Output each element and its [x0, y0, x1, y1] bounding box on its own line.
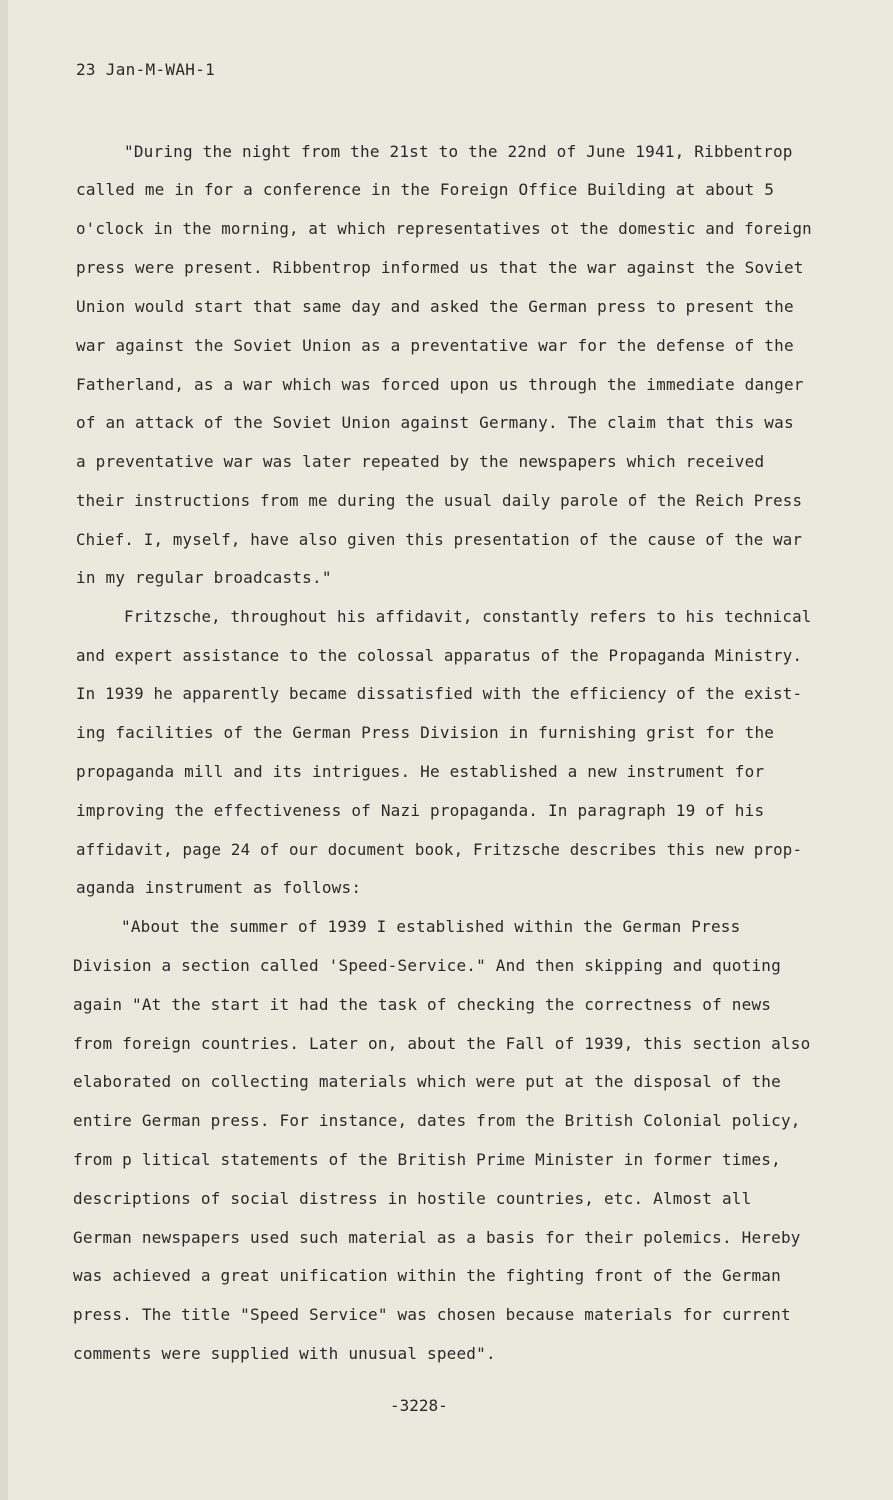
text-line: "During the night from the 21st to the 22nd of June 1941, Ribbentrop — [124, 142, 793, 161]
text-line: comments were supplied with unusual speed". — [73, 1344, 496, 1363]
text-line: of an attack of the Soviet Union against Germany. The claim that this was — [76, 413, 794, 432]
text-line: elaborated on collecting materials which were put at the disposal of the — [73, 1072, 781, 1091]
text-line: "About the summer of 1939 I established within the German Press — [121, 917, 741, 936]
page-edge — [0, 0, 8, 1500]
text-line: press. The title "Speed Service" was chosen because materials for current — [73, 1305, 791, 1324]
text-line: press were present. Ribbentrop informed us that the war against the Soviet — [76, 258, 804, 277]
text-line: improving the effectiveness of Nazi propaganda. In paragraph 19 of his — [76, 801, 765, 820]
text-line: a preventative war was later repeated by the newspapers which received — [76, 452, 765, 471]
text-line: again "At the start it had the task of checking the correctness of news — [73, 995, 772, 1014]
page-number: -3228- — [390, 1396, 448, 1415]
text-line: Fritzsche, throughout his affidavit, constantly refers to his technical — [124, 607, 812, 626]
text-line: ing facilities of the German Press Division in furnishing grist for the — [76, 723, 775, 742]
text-line: Union would start that same day and asked the German press to present the — [76, 297, 794, 316]
text-line: In 1939 he apparently became dissatisfied with the efficiency of the exist- — [76, 684, 803, 703]
text-line: German newspapers used such material as a basis for their polemics. Hereby — [73, 1228, 801, 1247]
text-line: affidavit, page 24 of our document book, Fritzsche describes this new prop- — [76, 840, 803, 859]
text-line: from p litical statements of the British Prime Minister in former times, — [73, 1150, 781, 1169]
text-line: from foreign countries. Later on, about the Fall of 1939, this section also — [73, 1034, 811, 1053]
text-line: propaganda mill and its intrigues. He established a new instrument for — [76, 762, 765, 781]
text-line: in my regular broadcasts." — [76, 568, 332, 587]
document-header: 23 Jan-M-WAH-1 — [76, 60, 216, 79]
text-line: o'clock in the morning, at which representatives ot the domestic and foreign — [76, 219, 812, 238]
text-line: called me in for a conference in the Foreign Office Building at about 5 — [76, 180, 775, 199]
text-line: aganda instrument as follows: — [76, 878, 362, 897]
text-line: Division a section called 'Speed-Service." And then skipping and quoting — [73, 956, 781, 975]
text-line: war against the Soviet Union as a preventative war for the defense of the — [76, 336, 794, 355]
text-line: entire German press. For instance, dates from the British Colonial policy, — [73, 1111, 801, 1130]
text-line: their instructions from me during the usual daily parole of the Reich Press — [76, 491, 803, 510]
text-line: Fatherland, as a war which was forced upon us through the immediate danger — [76, 375, 804, 394]
text-line: Chief. I, myself, have also given this presentation of the cause of the war — [76, 530, 803, 549]
text-line: and expert assistance to the colossal apparatus of the Propaganda Ministry. — [76, 646, 803, 665]
text-line: was achieved a great unification within the fighting front of the German — [73, 1266, 781, 1285]
text-line: descriptions of social distress in hostile countries, etc. Almost all — [73, 1189, 752, 1208]
